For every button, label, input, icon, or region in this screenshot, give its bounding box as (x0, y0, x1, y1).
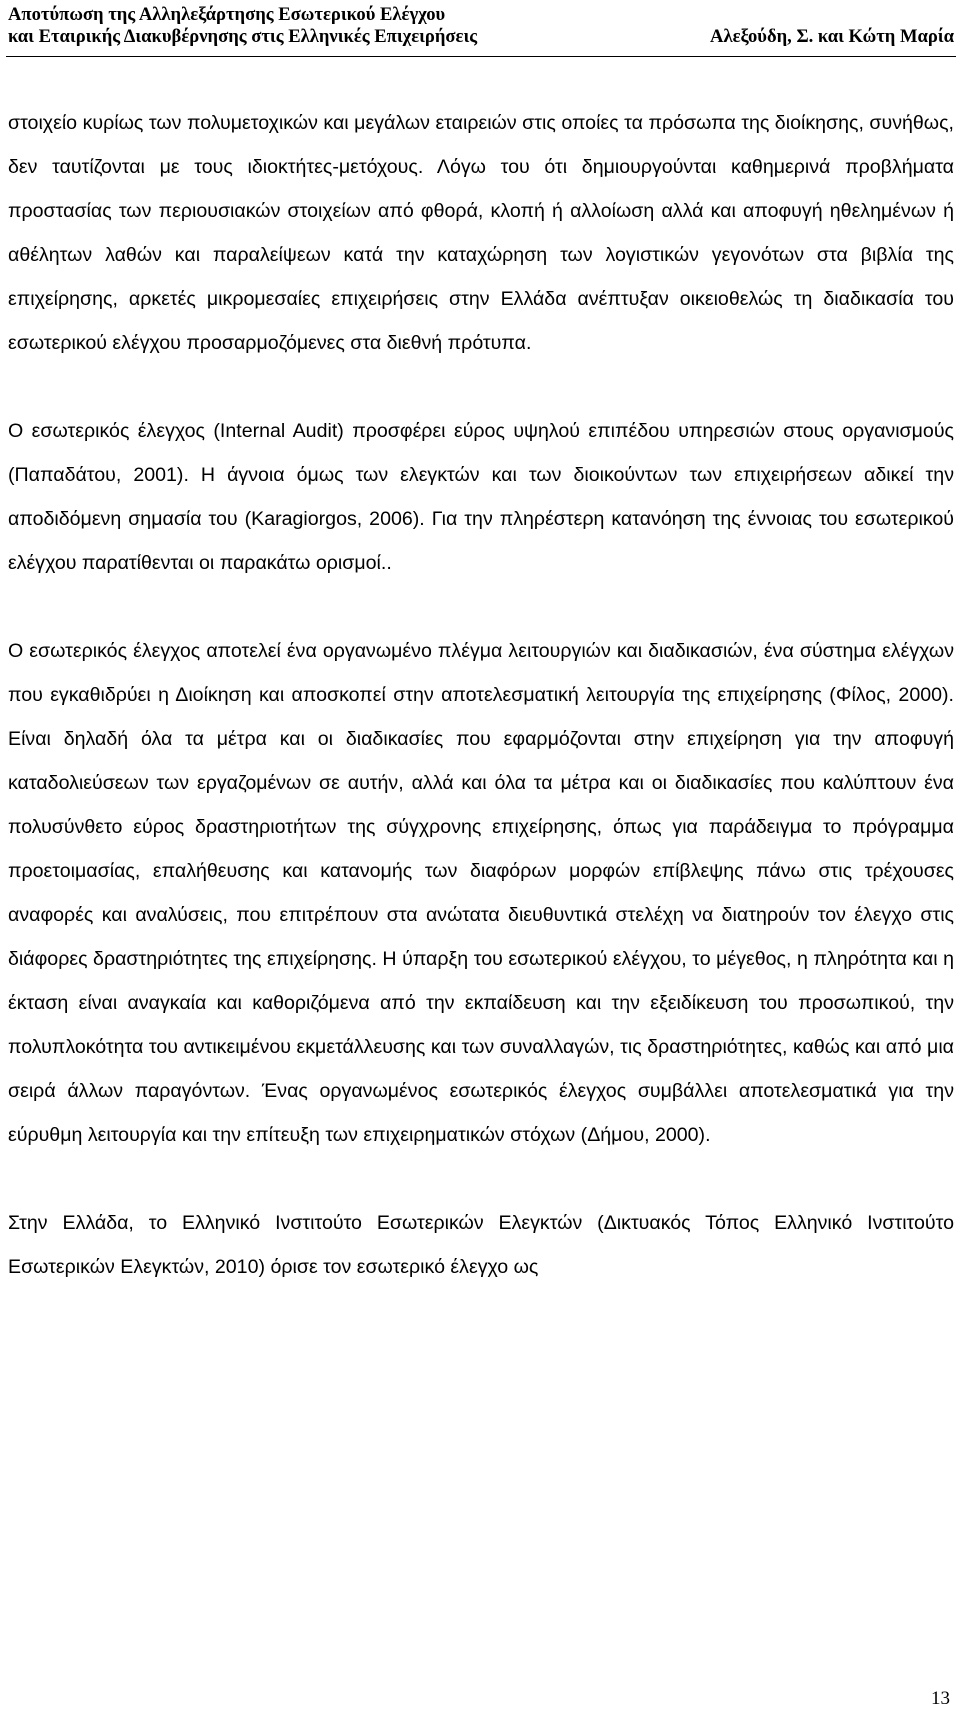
paragraph-1: στοιχείο κυρίως των πολυμετοχικών και μεγάλων εταιρειών στις οποίες τα πρόσωπα της διοίκησης, συνήθως, δεν ταυτίζονται με τους ιδιοκτήτες-μετόχους. Λόγω του ότι δημιουργούνται καθημερινά προβλήματα προστασίας των περιουσιακών στοιχείων από φθορά, κλοπή ή αλλοίωση αλλά και αποφυγή ηθελημένων ή αθέλητων λαθών και παραλείψεων κατά την καταχώρηση των λογιστικών γεγονότων στα βιβλία της επιχείρησης, αρκετές μικρομεσαίες επιχειρήσεις στην Ελλάδα ανέπτυξαν οικειοθελώς τη διαδικασία του εσωτερικού ελέγχου προσαρμοζόμενες στα διεθνή πρότυπα. (8, 112, 954, 354)
page-number: 13 (931, 1688, 950, 1709)
paragraph-2: Ο εσωτερικός έλεγχος (Internal Audit) προσφέρει εύρος υψηλού επιπέδου υπηρεσιών στους οργανισμούς (Παπαδάτου, 2001). Η άγνοια όμως των ελεγκτών και των διοικούντων των επιχειρήσεων αδικεί την αποδιδόμενη σημασία του (Karagiorgos, 2006). Για την πληρέστερη κατανόηση της έννοιας του εσωτερικού ελέγχου παρατίθενται οι παρακάτω ορισμοί.. (8, 420, 954, 574)
paragraph-3: Ο εσωτερικός έλεγχος αποτελεί ένα οργανωμένο πλέγμα λειτουργιών και διαδικασιών, ένα σύστημα ελέγχων που εγκαθιδρύει η Διοίκηση και αποσκοπεί στην αποτελεσματική λειτουργία της επιχείρησης (Φίλος, 2000). Είναι δηλαδή όλα τα μέτρα και οι διαδικασίες που εφαρμόζονται στην επιχείρηση για την αποφυγή καταδολιεύσεων των εργαζομένων σε αυτήν, αλλά και όλα τα μέτρα και οι διαδικασίες που καλύπτουν ένα πολυσύνθετο εύρος δραστηριοτήτων της σύγχρονης επιχείρησης, όπως για παράδειγμα το πρόγραμμα προετοιμασίας, επαλήθευσης και κατανομής των διαφόρων μορφών επίβλεψης πάνω στις τρέχουσες αναφορές και αναλύσεις, που επιτρέπουν στα ανώτατα διευθυντικά στελέχη να διατηρούν τον έλεγχο στις διάφορες δραστηριότητες της επιχείρησης. Η ύπαρξη του εσωτερικού ελέγχου, το μέγεθος, η πληρότητα και η έκταση είναι αναγκαία και καθοριζόμενα από την εκπαίδευση και την εξειδίκευση του προσωπικού, την πολυπλοκότητα του αντικειμένου εκμετάλλευσης και των συναλλαγών, τις δραστηριότητες, καθώς και από μια σειρά άλλων παραγόντων. Ένας οργανωμένος εσωτερικός έλεγχος συμβάλλει αποτελεσματικά για την εύρυθμη λειτουργία και την επίτευξη των επιχειρηματικών στόχων (Δήμου, 2000). (8, 640, 954, 1146)
header-authors: Αλεξούδη, Σ. και Κώτη Μαρία (710, 26, 954, 47)
header-title-line1: Αποτύπωση της Αλληλεξάρτησης Εσωτερικού Ελέγχου (8, 4, 446, 25)
header-line2 (8, 26, 954, 48)
running-header (8, 4, 954, 48)
header-title-line2: και Εταιρικής Διακυβέρνησης στις Ελληνικές Επιχειρήσεις (8, 26, 478, 47)
document-body (8, 101, 954, 1289)
header-divider (6, 56, 956, 57)
paragraph-4: Στην Ελλάδα, το Ελληνικό Ινστιτούτο Εσωτερικών Ελεγκτών (Δικτυακός Τόπος Ελληνικό Ινστιτούτο Εσωτερικών Ελεγκτών, 2010) όρισε τον εσωτερικό έλεγχο ως (8, 1212, 954, 1278)
